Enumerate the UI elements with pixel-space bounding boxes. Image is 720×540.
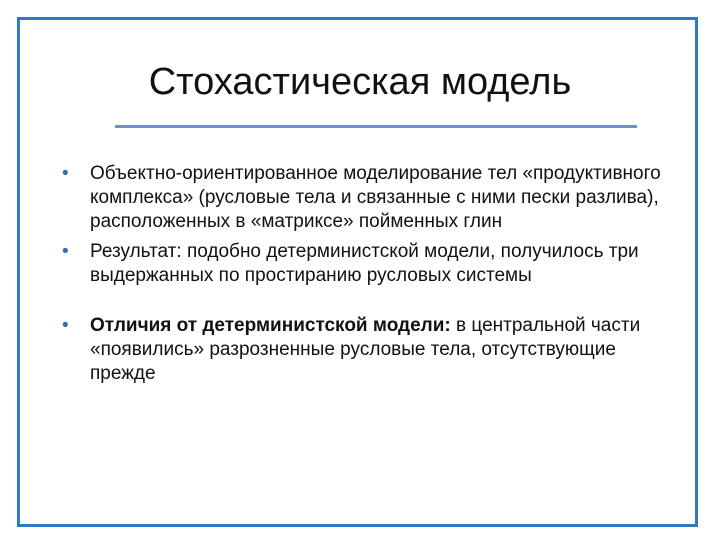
bullet-item-1 — [62, 162, 672, 234]
bullet-text: в центральной части «появились» разрозненные русловые тела, отсутствующие прежде — [90, 315, 641, 384]
bullet-bold-lead: Отличия от детерминистской модели: — [90, 315, 451, 336]
bullet-list — [62, 162, 672, 386]
bullet-item-2 — [62, 240, 672, 288]
title-underline — [115, 125, 637, 128]
bullet-icon: • — [62, 315, 69, 336]
bullet-icon: • — [62, 241, 69, 262]
bullet-text: Объектно-ориентированное моделирование тел «продуктивного комплекса» (русловые тела и связанные с ними пески разлива), расположенных в «матриксе» пойменных глин — [90, 163, 661, 232]
bullet-text: Результат: подобно детерминистской модели, получилось три выдержанных по простиранию русловых системы — [90, 241, 639, 286]
bullet-icon: • — [62, 163, 69, 184]
bullet-item-3 — [62, 314, 672, 386]
slide-title: Стохастическая модель — [148, 61, 572, 103]
